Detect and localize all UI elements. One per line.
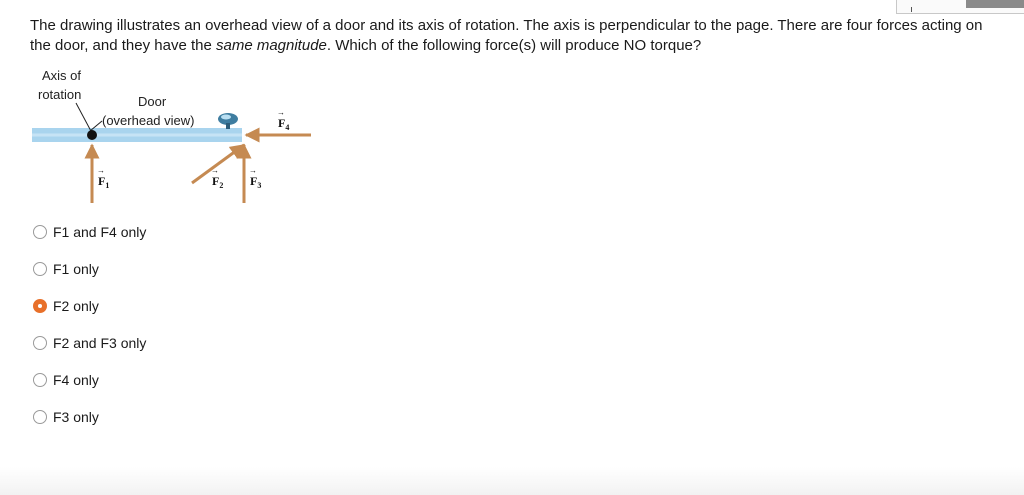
force-f3-vector-arrow: →	[249, 166, 257, 175]
option-label: F1 only	[53, 261, 99, 277]
option-f2-only[interactable]	[33, 296, 146, 316]
axis-label-line1: Axis of	[42, 68, 82, 83]
question-text	[30, 16, 1005, 56]
door-label-line2: (overhead view)	[102, 113, 195, 128]
question-part1: The drawing illustrates an overhead view of a door and its axis of rotation. The axis is perpendicular to the page. There are four forces acting on the door, and they have the	[30, 17, 983, 54]
question-part2: . Which of the following force(s) will produce NO torque?	[326, 37, 702, 54]
door-diagram	[30, 63, 330, 213]
option-f2-and-f3[interactable]	[33, 333, 146, 353]
doorknob-stem	[226, 123, 230, 129]
force-f4-label: $F_4$	[278, 116, 290, 132]
answer-options	[33, 222, 146, 444]
top-right-toolbar	[896, 0, 1024, 14]
radio-button[interactable]	[33, 336, 47, 350]
radio-button-selected[interactable]	[33, 299, 47, 313]
radio-button[interactable]	[33, 410, 47, 424]
option-label: F3 only	[53, 409, 99, 425]
option-label: F1 and F4 only	[53, 224, 147, 240]
toolbar-tick	[911, 7, 912, 12]
radio-button[interactable]	[33, 262, 47, 276]
option-label: F4 only	[53, 372, 99, 388]
option-label: F2 and F3 only	[53, 335, 147, 351]
doorknob-highlight	[221, 115, 231, 120]
option-f3-only[interactable]	[33, 407, 146, 427]
radio-button[interactable]	[33, 225, 47, 239]
door-label-line1: Door	[138, 94, 167, 109]
axis-of-rotation-dot	[87, 130, 97, 140]
option-label: F2 only	[53, 298, 99, 314]
option-f4-only[interactable]	[33, 370, 146, 390]
radio-button[interactable]	[33, 373, 47, 387]
force-f1-vector-arrow: →	[97, 166, 105, 175]
option-f1-only[interactable]	[33, 259, 146, 279]
axis-label-line2: rotation	[38, 87, 82, 102]
force-f3-label: $F_3$	[250, 174, 262, 190]
toolbar-tab[interactable]	[966, 0, 1024, 8]
force-f2-vector-arrow: →	[211, 166, 219, 175]
option-f1-and-f4[interactable]	[33, 222, 146, 242]
force-f4-vector-arrow: →	[277, 108, 285, 117]
force-f1-label: $F_1$	[98, 174, 110, 190]
footer-shade	[0, 467, 1024, 495]
force-f2-label: $F_2$	[212, 174, 224, 190]
question-emphasis: same magnitude	[215, 37, 327, 54]
